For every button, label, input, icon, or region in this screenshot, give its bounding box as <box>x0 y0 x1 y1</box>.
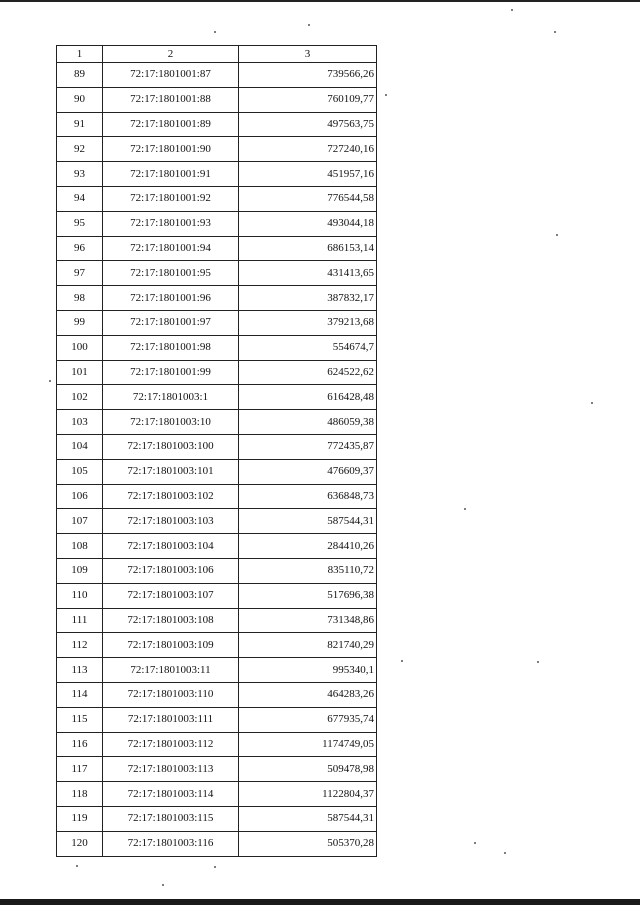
table-row <box>57 782 377 807</box>
table-row <box>57 335 377 360</box>
value-cell: 379213,68 <box>239 310 377 335</box>
row-number-cell: 107 <box>57 509 103 534</box>
value-cell: 431413,65 <box>239 261 377 286</box>
table-row <box>57 410 377 435</box>
row-number-cell: 95 <box>57 211 103 236</box>
cadastral-number-cell: 72:17:1801003:1 <box>103 385 239 410</box>
value-cell: 517696,38 <box>239 583 377 608</box>
row-number-cell: 106 <box>57 484 103 509</box>
cadastral-value-table <box>56 45 377 857</box>
row-number-cell: 100 <box>57 335 103 360</box>
scan-speck <box>537 661 539 663</box>
table-row <box>57 806 377 831</box>
scan-speck <box>474 842 476 844</box>
table-row <box>57 434 377 459</box>
table-row <box>57 310 377 335</box>
cadastral-number-cell: 72:17:1801003:116 <box>103 831 239 856</box>
column-header-cadastral-number: 2 <box>103 46 239 63</box>
row-number-cell: 109 <box>57 558 103 583</box>
cadastral-number-cell: 72:17:1801003:107 <box>103 583 239 608</box>
row-number-cell: 120 <box>57 831 103 856</box>
cadastral-number-cell: 72:17:1801001:87 <box>103 63 239 88</box>
cadastral-number-cell: 72:17:1801001:99 <box>103 360 239 385</box>
scan-speck <box>556 234 558 236</box>
row-number-cell: 89 <box>57 63 103 88</box>
table-row <box>57 112 377 137</box>
row-number-cell: 119 <box>57 806 103 831</box>
cadastral-number-cell: 72:17:1801003:10 <box>103 410 239 435</box>
scan-top-edge <box>0 0 640 2</box>
table-row <box>57 707 377 732</box>
row-number-cell: 113 <box>57 658 103 683</box>
scan-speck <box>464 508 466 510</box>
table-body <box>57 63 377 857</box>
value-cell: 1122804,37 <box>239 782 377 807</box>
cadastral-number-cell: 72:17:1801003:109 <box>103 633 239 658</box>
scan-speck <box>504 852 506 854</box>
cadastral-number-cell: 72:17:1801003:104 <box>103 534 239 559</box>
cadastral-number-cell: 72:17:1801001:88 <box>103 87 239 112</box>
scan-speck <box>511 9 513 11</box>
cadastral-number-cell: 72:17:1801003:108 <box>103 608 239 633</box>
scan-speck <box>214 866 216 868</box>
table-row <box>57 633 377 658</box>
table-row <box>57 583 377 608</box>
cadastral-number-cell: 72:17:1801001:91 <box>103 162 239 187</box>
value-cell: 476609,37 <box>239 459 377 484</box>
value-cell: 995340,1 <box>239 658 377 683</box>
scan-speck <box>385 94 387 96</box>
row-number-cell: 94 <box>57 186 103 211</box>
value-cell: 772435,87 <box>239 434 377 459</box>
table-row <box>57 186 377 211</box>
value-cell: 505370,28 <box>239 831 377 856</box>
row-number-cell: 98 <box>57 286 103 311</box>
cadastral-number-cell: 72:17:1801001:95 <box>103 261 239 286</box>
scan-speck <box>214 31 216 33</box>
value-cell: 493044,18 <box>239 211 377 236</box>
value-cell: 727240,16 <box>239 137 377 162</box>
scan-speck <box>49 380 51 382</box>
cadastral-number-cell: 72:17:1801003:113 <box>103 757 239 782</box>
row-number-cell: 102 <box>57 385 103 410</box>
scan-speck <box>591 402 593 404</box>
row-number-cell: 115 <box>57 707 103 732</box>
table-row <box>57 261 377 286</box>
cadastral-number-cell: 72:17:1801003:106 <box>103 558 239 583</box>
value-cell: 509478,98 <box>239 757 377 782</box>
value-cell: 587544,31 <box>239 806 377 831</box>
table-row <box>57 459 377 484</box>
cadastral-number-cell: 72:17:1801003:115 <box>103 806 239 831</box>
cadastral-number-cell: 72:17:1801001:90 <box>103 137 239 162</box>
table-row <box>57 63 377 88</box>
row-number-cell: 117 <box>57 757 103 782</box>
column-header-value: 3 <box>239 46 377 63</box>
row-number-cell: 111 <box>57 608 103 633</box>
table-row <box>57 385 377 410</box>
value-cell: 677935,74 <box>239 707 377 732</box>
value-cell: 451957,16 <box>239 162 377 187</box>
value-cell: 554674,7 <box>239 335 377 360</box>
cadastral-number-cell: 72:17:1801001:92 <box>103 186 239 211</box>
row-number-cell: 91 <box>57 112 103 137</box>
cadastral-number-cell: 72:17:1801003:111 <box>103 707 239 732</box>
cadastral-number-cell: 72:17:1801003:103 <box>103 509 239 534</box>
value-cell: 739566,26 <box>239 63 377 88</box>
scan-speck <box>76 865 78 867</box>
table-row <box>57 137 377 162</box>
cadastral-number-cell: 72:17:1801003:100 <box>103 434 239 459</box>
row-number-cell: 92 <box>57 137 103 162</box>
value-cell: 1174749,05 <box>239 732 377 757</box>
table-row <box>57 831 377 856</box>
value-cell: 464283,26 <box>239 682 377 707</box>
row-number-cell: 104 <box>57 434 103 459</box>
table-row <box>57 286 377 311</box>
value-cell: 760109,77 <box>239 87 377 112</box>
cadastral-number-cell: 72:17:1801003:110 <box>103 682 239 707</box>
table-row <box>57 509 377 534</box>
table-row <box>57 658 377 683</box>
row-number-cell: 93 <box>57 162 103 187</box>
table-row <box>57 236 377 261</box>
cadastral-number-cell: 72:17:1801001:97 <box>103 310 239 335</box>
scan-speck <box>401 660 403 662</box>
table-row <box>57 211 377 236</box>
table-row <box>57 162 377 187</box>
row-number-cell: 108 <box>57 534 103 559</box>
cadastral-number-cell: 72:17:1801001:93 <box>103 211 239 236</box>
row-number-cell: 116 <box>57 732 103 757</box>
value-cell: 587544,31 <box>239 509 377 534</box>
table-header-row <box>57 46 377 63</box>
cadastral-number-cell: 72:17:1801001:98 <box>103 335 239 360</box>
value-cell: 284410,26 <box>239 534 377 559</box>
row-number-cell: 118 <box>57 782 103 807</box>
table-row <box>57 608 377 633</box>
scan-bottom-edge <box>0 899 640 905</box>
cadastral-number-cell: 72:17:1801001:89 <box>103 112 239 137</box>
row-number-cell: 112 <box>57 633 103 658</box>
table-row <box>57 558 377 583</box>
value-cell: 486059,38 <box>239 410 377 435</box>
value-cell: 835110,72 <box>239 558 377 583</box>
column-header-number: 1 <box>57 46 103 63</box>
cadastral-number-cell: 72:17:1801003:114 <box>103 782 239 807</box>
value-cell: 731348,86 <box>239 608 377 633</box>
table-row <box>57 682 377 707</box>
row-number-cell: 114 <box>57 682 103 707</box>
value-cell: 387832,17 <box>239 286 377 311</box>
cadastral-number-cell: 72:17:1801003:101 <box>103 459 239 484</box>
table-row <box>57 757 377 782</box>
value-cell: 636848,73 <box>239 484 377 509</box>
scan-speck <box>308 24 310 26</box>
value-cell: 686153,14 <box>239 236 377 261</box>
table-row <box>57 484 377 509</box>
value-cell: 821740,29 <box>239 633 377 658</box>
row-number-cell: 101 <box>57 360 103 385</box>
value-cell: 776544,58 <box>239 186 377 211</box>
row-number-cell: 103 <box>57 410 103 435</box>
row-number-cell: 99 <box>57 310 103 335</box>
scan-speck <box>162 884 164 886</box>
value-cell: 616428,48 <box>239 385 377 410</box>
row-number-cell: 110 <box>57 583 103 608</box>
table-row <box>57 360 377 385</box>
scan-speck <box>554 31 556 33</box>
value-cell: 497563,75 <box>239 112 377 137</box>
row-number-cell: 96 <box>57 236 103 261</box>
row-number-cell: 97 <box>57 261 103 286</box>
cadastral-number-cell: 72:17:1801001:96 <box>103 286 239 311</box>
table-row <box>57 87 377 112</box>
value-cell: 624522,62 <box>239 360 377 385</box>
row-number-cell: 105 <box>57 459 103 484</box>
cadastral-number-cell: 72:17:1801003:102 <box>103 484 239 509</box>
cadastral-number-cell: 72:17:1801001:94 <box>103 236 239 261</box>
cadastral-number-cell: 72:17:1801003:11 <box>103 658 239 683</box>
cadastral-number-cell: 72:17:1801003:112 <box>103 732 239 757</box>
table-row <box>57 732 377 757</box>
table-row <box>57 534 377 559</box>
row-number-cell: 90 <box>57 87 103 112</box>
